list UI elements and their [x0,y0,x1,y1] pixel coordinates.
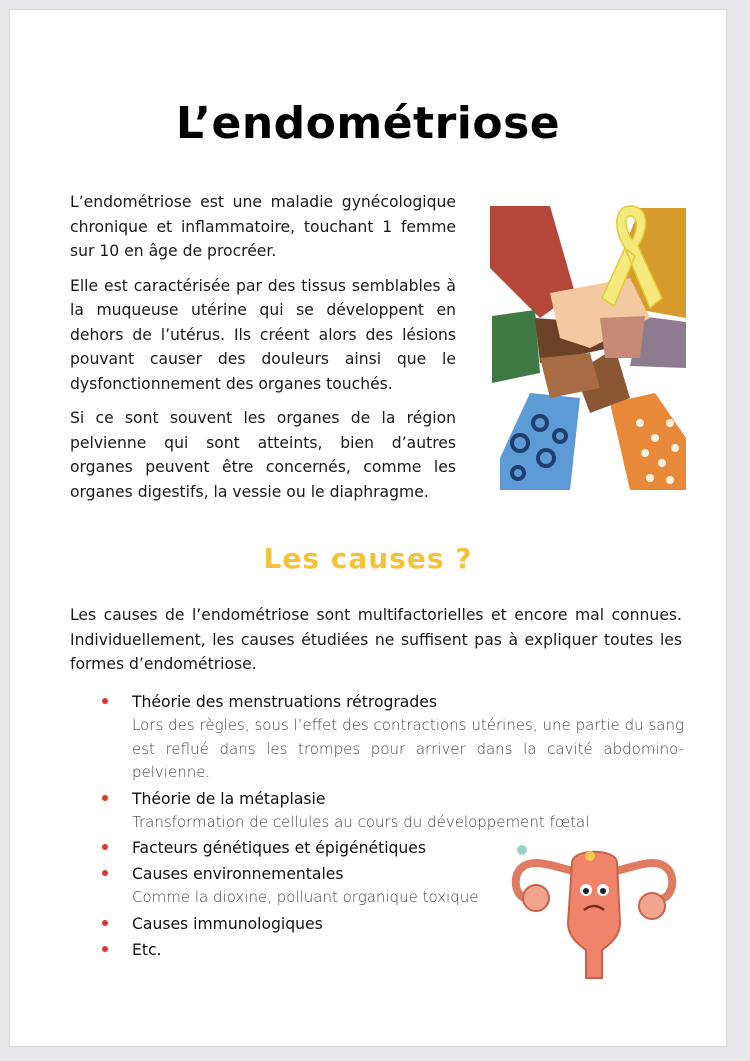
ovary-left [523,885,549,911]
section-title: Les causes ? [263,542,473,575]
intro-paragraph: Elle est caractérisée par des tissus semblables à la muqueuse utérine qui se développent en dehors de l’utérus. Ils créent alors des lésions pouvant causer des douleurs ainsi que le dysfonctionnement des organes touchés. [70,276,456,393]
intro-paragraph: Si ce sont souvent les organes de la région pelvienne qui sont atteints, bien d’autres organes peuvent être concernés, comme les organes digestifs, la vessie ou le diaphragme. [70,409,456,501]
hand-pink [600,316,645,358]
bullet-icon [102,844,108,850]
item-description: Comme la dioxine, polluant organique toxique [132,888,479,906]
item-title: Théorie de la métaplasie [132,789,326,808]
bullet-icon [102,698,108,704]
item-description: Transformation de cellules au cours du développement fœtal [132,812,590,831]
intro-paragraph: L’endométriose est une maladie gynécologique chronique et inflammatoire, touchant 1 femme sur 10 en âge de procréer. [70,193,456,260]
bullet-icon [102,920,108,926]
uterus-illustration [502,838,686,988]
ovary-right [639,893,665,919]
list-item [102,787,684,835]
page-title: L’endométriose [175,98,561,149]
document-page [10,10,726,1046]
hands-ribbon-illustration [480,198,686,490]
causes-lead: Les causes de l’endométriose sont multifactorielles et encore mal connues. Individuellement, les causes étudiées ne suffisent pas à expliquer toutes les formes d’endométriose. [70,606,682,673]
item-description: Lors des règles, sous l’effet des contractions utérines, une partie du sang est reflué dans les trompes pour arriver dans la cavité abdomino-pelvienne. [132,716,684,781]
bullet-icon [102,795,108,801]
item-title: Causes environnementales [132,865,344,883]
bullet-icon [102,870,108,876]
intro-text [70,190,456,514]
item-title: Théorie des menstruations rétrogrades [132,693,437,711]
item-title: Etc. [132,940,162,959]
uterus-body [568,852,620,978]
list-item [102,690,684,785]
item-title: Causes immunologiques [132,914,323,933]
bullet-icon [102,946,108,952]
item-title: Facteurs génétiques et épigénétiques [132,839,427,857]
sleeve-green [492,310,540,383]
